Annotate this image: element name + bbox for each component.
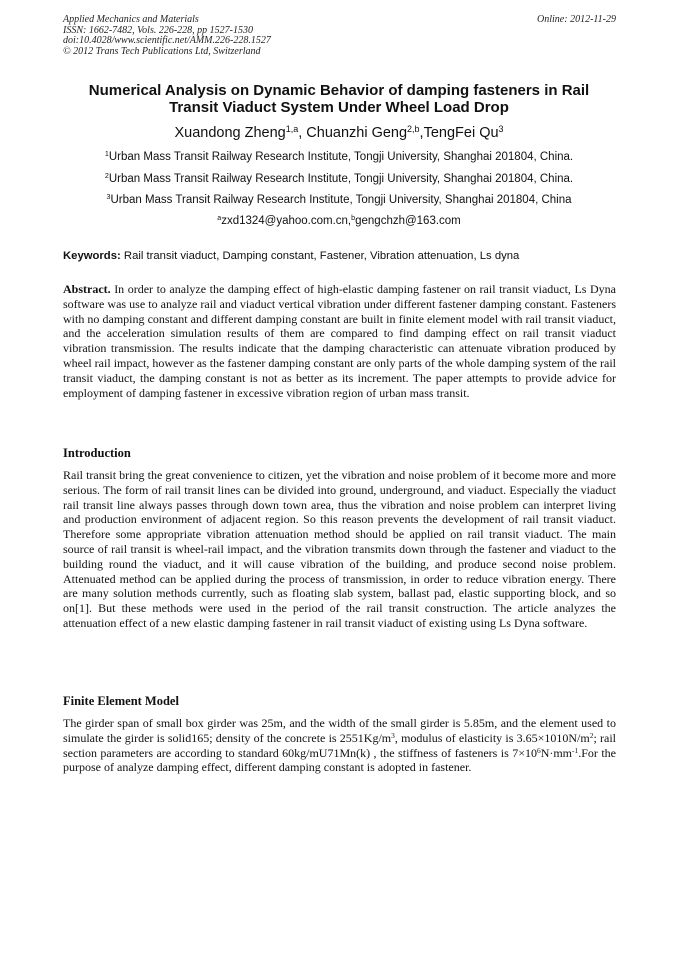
fem-heading: Finite Element Model bbox=[63, 694, 179, 708]
email-b-sup: b bbox=[351, 214, 356, 223]
fem-text-part: ; rail section parameters are according to standard 60kg/mU71Mn(k) , the stiffness of fasteners is 7×10 bbox=[63, 730, 616, 760]
fem-text-part: , modulus of elasticity is 3.65×1010N/m bbox=[394, 730, 590, 745]
fem-sup: 3 bbox=[391, 730, 395, 740]
affiliation-3-text: Urban Mass Transit Railway Research Institute, Tongji University, Shanghai 201804, China bbox=[110, 194, 572, 206]
copyright-line: © 2012 Trans Tech Publications Ltd, Switzerland bbox=[63, 45, 261, 57]
affiliation-3-num: 3 bbox=[106, 193, 111, 202]
author-separator: , bbox=[298, 125, 307, 141]
abstract-text: In order to analyze the damping effect of high-elastic damping fastener on rail transit viaduct, Ls Dyna software was use to analyze rail and viaduct vertical vibration under different fastener damping constant. Fasteners with no damping constant and different damping constant are built in finite element model with rail transit viaduct, and the acceleration simulation results of them are compared to find damping effect on rail transit viaduct vibration transmission. The results indicate that the damping characteristic can attenuate vibration produced by wheel rail impact, however as the fastener damping constant are only parts of the whole damping system of the rail transit viaduct, the damping constant is not as better as its increment. The paper attempts to provide advice for employment of damping fastener in excessive vibration region of urban mass transit. bbox=[63, 282, 616, 400]
issn-line: ISSN: 1662-7482, Vols. 226-228, pp 1527-1530 bbox=[63, 24, 253, 36]
title-line-2: Transit Viaduct System Under Wheel Load Drop bbox=[169, 99, 509, 116]
fem-text-part: N·mm bbox=[540, 745, 573, 760]
email-b: gengchzh@163.com bbox=[355, 215, 461, 227]
abstract bbox=[63, 282, 616, 400]
author-emails bbox=[40, 214, 638, 228]
affiliation-1 bbox=[40, 150, 638, 164]
keywords-text: Rail transit viaduct, Damping constant, Fastener, Vibration attenuation, Ls dyna bbox=[120, 250, 520, 262]
email-a: zxd1324@yahoo.com.cn, bbox=[221, 215, 352, 227]
doi-line: doi:10.4028/www.scientific.net/AMM.226-228.1527 bbox=[63, 35, 271, 46]
journal-name: Applied Mechanics and Materials bbox=[63, 14, 199, 25]
abstract-label: Abstract. bbox=[63, 282, 111, 296]
fem-text bbox=[63, 716, 616, 775]
author-1: Xuandong Zheng bbox=[174, 125, 286, 141]
affiliation-2-text: Urban Mass Transit Railway Research Institute, Tongji University, Shanghai 201804, China. bbox=[108, 173, 574, 185]
journal-header bbox=[63, 15, 616, 57]
affiliation-1-num: 1 bbox=[104, 150, 109, 159]
email-a-sup: a bbox=[217, 214, 222, 223]
author-3-sup: 3 bbox=[498, 124, 504, 135]
fem-sup: -1 bbox=[572, 745, 579, 755]
paper-title bbox=[40, 82, 638, 116]
fem-sup: 2 bbox=[589, 730, 594, 740]
introduction-heading: Introduction bbox=[63, 446, 131, 460]
affiliation-2-num: 2 bbox=[104, 172, 109, 181]
introduction-text: Rail transit bring the great convenience to citizen, yet the vibration and noise problem of it become more and more serious. The form of rail transit lines can be divided into ground, underground, and viaduct. Especially the viaduct rail transit line always passes through down town area, thus the vibration and noise problem can interpret living and production environment of adjacent region. So this reason prevents the development of rail transit viaduct. Therefore some appropriate vibration attenuation method should be applied on rail transit viaduct. The main source of rail transit is wheel-rail impact, and the vibration transmits down through the fastener and viaduct to the building round the viaduct, and it will cause vibration of the building, and produce second noise problem. Attenuated method can be applied during the process of transmission, in order to reduce vibration energy. There are many solution methods currently, such as floating slab system, ballast pad, elastic supporting block, and so on[1]. But these methods were used in the period of the rail transit construction. The article analyzes the attenuation effect of a new elastic damping fastener in rail transit viaduct of existing using Ls Dyna software. bbox=[63, 468, 616, 630]
keywords bbox=[63, 249, 616, 263]
affiliation-2 bbox=[40, 172, 638, 186]
author-2: Chuanzhi Geng bbox=[306, 125, 408, 141]
author-2-sup: 2,b bbox=[407, 124, 420, 135]
keywords-label: Keywords: bbox=[63, 250, 121, 262]
fem-text-part: The girder span of small box girder was 25m, and the width of the small girder is 5.85m, and the element used to simulate the girder is solid165; density of the concrete is 2551Kg/m bbox=[63, 716, 616, 745]
affiliation-1-text: Urban Mass Transit Railway Research Institute, Tongji University, Shanghai 201804, China. bbox=[108, 151, 574, 163]
author-separator: , bbox=[419, 125, 424, 141]
fem-text-part: .For the purpose of analyze damping effect, different damping constant is adopted in fastener. bbox=[63, 745, 616, 775]
title-line-1: Numerical Analysis on Dynamic Behavior of damping fasteners in Rail bbox=[88, 82, 590, 99]
fem-sup: 6 bbox=[536, 745, 541, 755]
online-date: Online: 2012-11-29 bbox=[537, 14, 616, 25]
author-3: TengFei Qu bbox=[423, 125, 499, 141]
affiliation-3 bbox=[40, 193, 638, 207]
author-list bbox=[40, 124, 638, 142]
author-1-sup: 1,a bbox=[285, 124, 299, 135]
